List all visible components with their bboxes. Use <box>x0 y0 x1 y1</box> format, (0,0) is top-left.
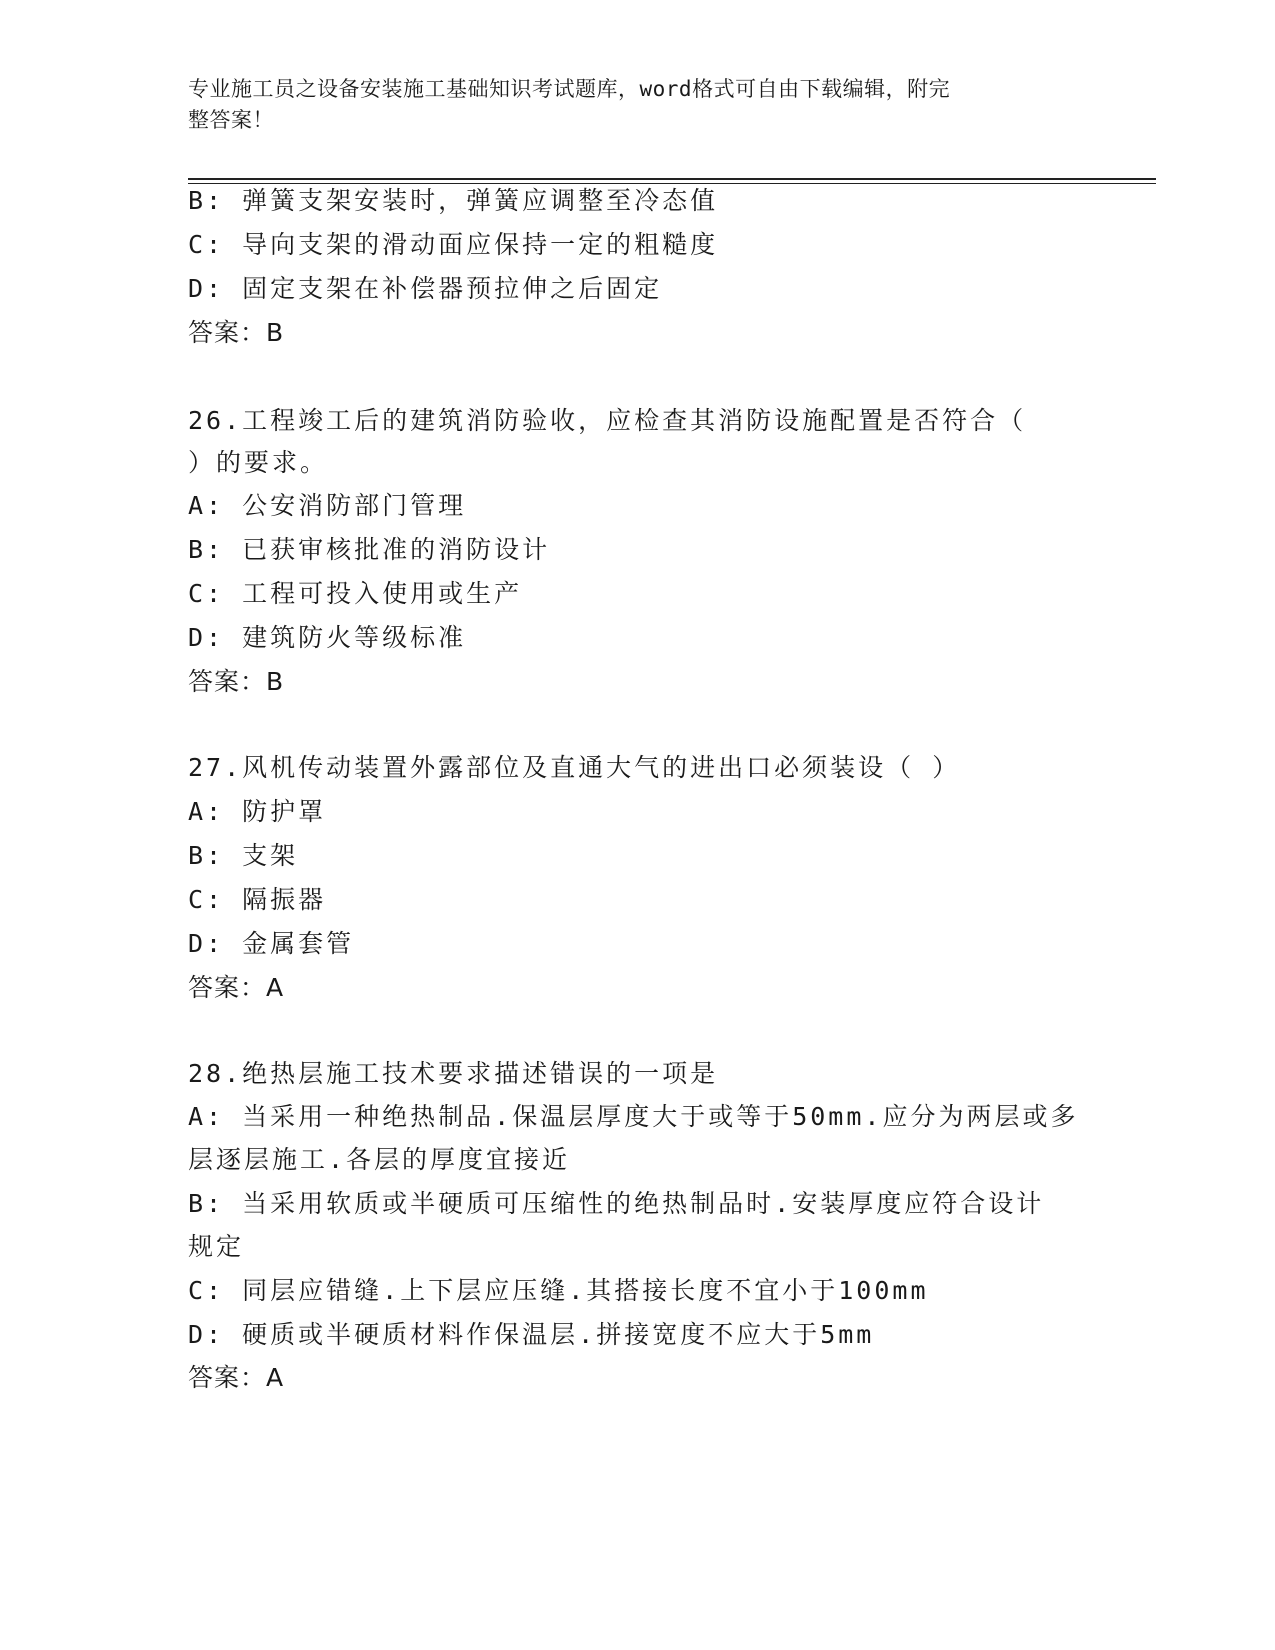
q27-option-a: A: 防护罩 <box>188 797 327 826</box>
header-divider-thin <box>188 183 1156 184</box>
q25-option-b: B: 弹簧支架安装时，弹簧应调整至冷态值 <box>188 186 719 215</box>
q26-answer: 答案：B <box>188 667 285 696</box>
header-line-1: 专业施工员之设备安装施工基础知识考试题库，word格式可自由下载编辑，附完 <box>188 77 951 101</box>
q26-option-d: D: 建筑防火等级标准 <box>188 623 467 652</box>
q27-option-d: D: 金属套管 <box>188 929 355 958</box>
q28-option-b-line-2: 规定 <box>188 1232 245 1261</box>
header-line-2: 整答案！ <box>188 108 274 132</box>
q26-stem-line-1: 26.工程竣工后的建筑消防验收，应检查其消防设施配置是否符合（ <box>188 406 1027 435</box>
q27-answer: 答案：A <box>188 973 285 1002</box>
q25-option-d: D: 固定支架在补偿器预拉伸之后固定 <box>188 274 663 303</box>
q28-option-c: C: 同层应错缝.上下层应压缝.其搭接长度不宜小于100mm <box>188 1276 929 1305</box>
q26-option-a: A: 公安消防部门管理 <box>188 491 467 520</box>
q28-option-d: D: 硬质或半硬质材料作保温层.拼接宽度不应大于5mm <box>188 1320 875 1349</box>
q28-stem: 28.绝热层施工技术要求描述错误的一项是 <box>188 1059 719 1088</box>
q25-option-c: C: 导向支架的滑动面应保持一定的粗糙度 <box>188 230 719 259</box>
q27-option-c: C: 隔振器 <box>188 885 327 914</box>
q26-stem-line-2: ）的要求。 <box>188 448 329 477</box>
q28-option-b-line-1: B: 当采用软质或半硬质可压缩性的绝热制品时.安装厚度应符合设计 <box>188 1189 1045 1218</box>
q27-option-b: B: 支架 <box>188 841 299 870</box>
q28-answer: 答案：A <box>188 1363 285 1392</box>
q26-option-b: B: 已获审核批准的消防设计 <box>188 535 551 564</box>
q26-option-c: C: 工程可投入使用或生产 <box>188 579 523 608</box>
q25-answer: 答案：B <box>188 318 285 347</box>
header-divider-thick <box>188 178 1156 180</box>
q28-option-a-line-1: A: 当采用一种绝热制品.保温层厚度大于或等于50mm.应分为两层或多 <box>188 1102 1079 1131</box>
document-header <box>188 74 1068 136</box>
q27-stem: 27.风机传动装置外露部位及直通大气的进出口必须装设（ ） <box>188 753 961 782</box>
q28-option-a-line-2: 层逐层施工.各层的厚度宜接近 <box>188 1145 571 1174</box>
